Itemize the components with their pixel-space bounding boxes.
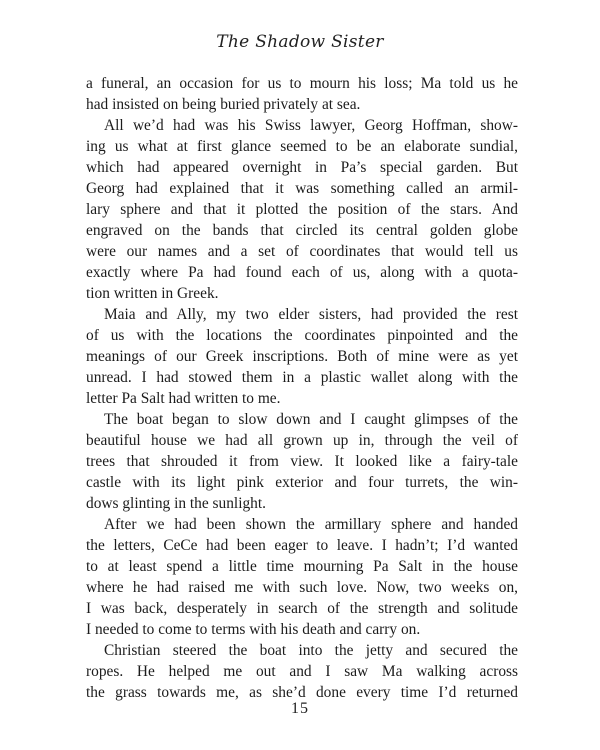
paragraph — [86, 409, 518, 514]
text-line: ing us what at first glance seemed to be an elaborate sundial, — [86, 138, 518, 155]
paragraph — [86, 514, 518, 640]
text-line: to at least spend a little time mourning Pa Salt in the house — [86, 558, 518, 575]
text-line: unread. I had stowed them in a plastic wallet along with the — [86, 369, 518, 386]
text-line: engraved on the bands that circled its central golden globe — [86, 222, 518, 239]
text-line: exactly where Pa had found each of us, along with a quota- — [86, 264, 518, 281]
text-line: of us with the locations the coordinates pinpointed and the — [86, 327, 518, 344]
text-line: the grass towards me, as she’d done every time I’d returned — [86, 684, 518, 701]
text-line: were our names and a set of coordinates that would tell us — [86, 243, 518, 260]
text-line: the letters, CeCe had been eager to leave. I hadn’t; I’d wanted — [86, 537, 518, 554]
running-head: The Shadow Sister — [216, 32, 384, 52]
text-line: which had appeared overnight in Pa’s special garden. But — [86, 159, 518, 176]
text-line: The boat began to slow down and I caught glimpses of the — [104, 411, 518, 428]
page-number: 15 — [291, 700, 309, 717]
text-line: I was back, desperately in search of the strength and solitude — [86, 600, 518, 617]
text-line: letter Pa Salt had written to me. — [86, 390, 281, 407]
text-line: dows glinting in the sunlight. — [86, 495, 266, 512]
text-line: tion written in Greek. — [86, 285, 219, 302]
paragraph — [86, 73, 518, 115]
text-line: beautiful house we had all grown up in, through the veil of — [86, 432, 518, 449]
text-line: Georg had explained that it was something called an armil- — [86, 180, 518, 197]
text-line: Christian steered the boat into the jetty and secured the — [104, 642, 518, 659]
text-line: After we had been shown the armillary sphere and handed — [104, 516, 518, 533]
body-text — [86, 73, 518, 703]
text-line: trees that shrouded it from view. It looked like a fairy-tale — [86, 453, 518, 470]
text-line: meanings of our Greek inscriptions. Both of mine were as yet — [86, 348, 518, 365]
text-line: All we’d had was his Swiss lawyer, Georg Hoffman, show- — [104, 117, 518, 134]
text-line: castle with its light pink exterior and four turrets, the win- — [86, 474, 518, 491]
text-line: a funeral, an occasion for us to mourn his loss; Ma told us he — [86, 75, 518, 92]
text-line: ropes. He helped me out and I saw Ma walking across — [86, 663, 518, 680]
text-line: lary sphere and that it plotted the position of the stars. And — [86, 201, 518, 218]
paragraph — [86, 115, 518, 304]
paragraph — [86, 304, 518, 409]
text-line: Maia and Ally, my two elder sisters, had provided the rest — [104, 306, 518, 323]
text-line: had insisted on being buried privately at sea. — [86, 96, 361, 113]
paragraph — [86, 640, 518, 703]
text-line: where he had raised me with such love. Now, two weeks on, — [86, 579, 518, 596]
text-line: I needed to come to terms with his death and carry on. — [86, 621, 421, 638]
